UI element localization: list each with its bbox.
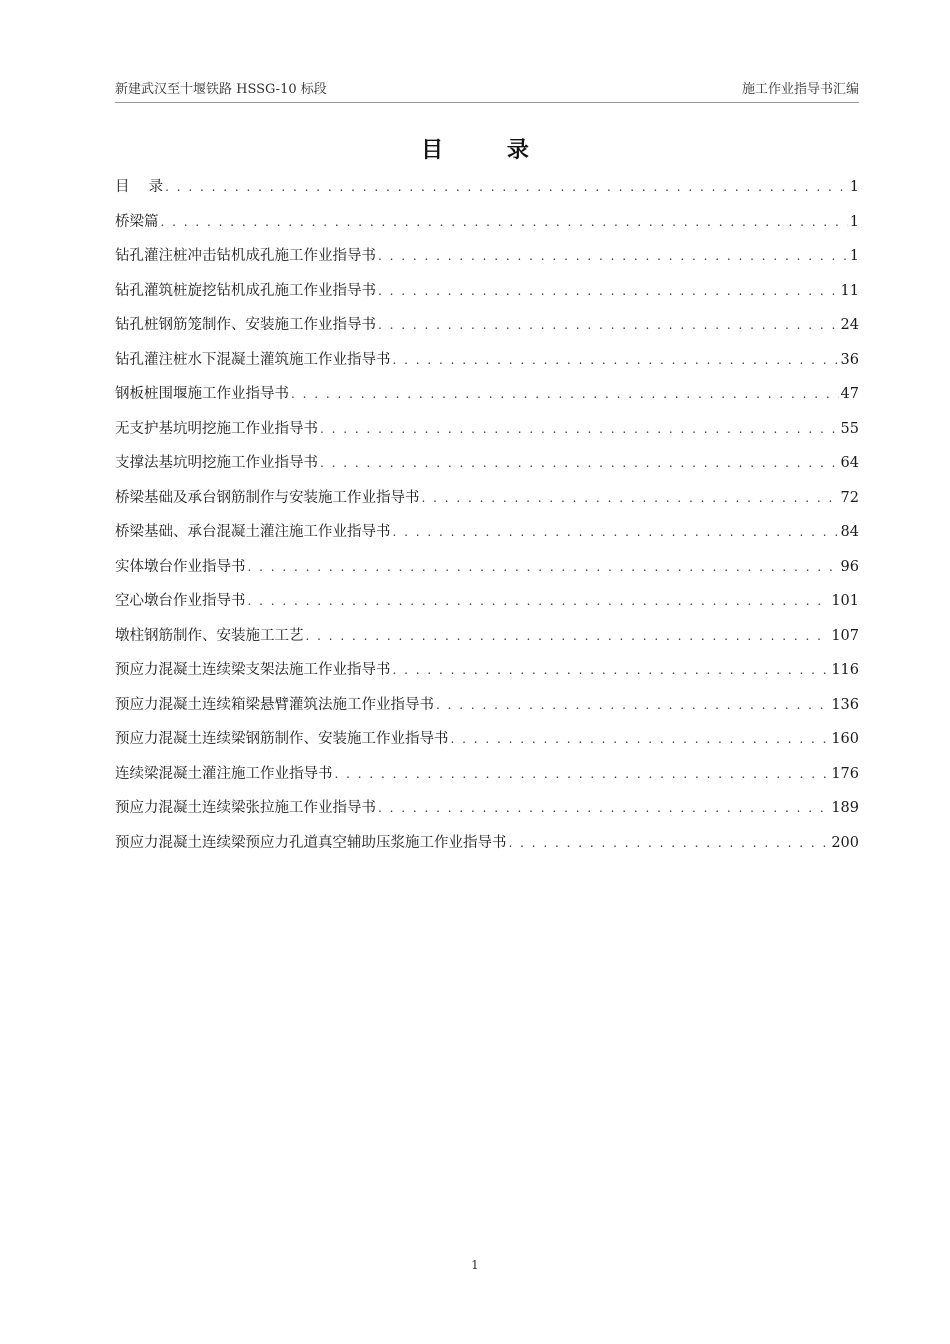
page-number: 1 [471, 1258, 479, 1272]
toc-entry-page-number: 1 [849, 213, 859, 230]
toc-dot-leader [422, 487, 839, 509]
toc-entry-page-number: 1 [849, 179, 859, 195]
toc-entry-page-number: 160 [831, 731, 859, 747]
toc-entry-page-number: 189 [831, 800, 859, 816]
toc-entry-title: 连续梁混凝土灌注施工作业指导书 [115, 765, 333, 782]
toc-entry-page-number: 72 [840, 489, 859, 506]
toc-dot-leader [165, 176, 848, 198]
toc-entry[interactable] [115, 280, 859, 315]
toc-entry[interactable] [115, 797, 859, 832]
toc-entry-title: 钻孔灌筑桩旋挖钻机成孔施工作业指导书 [115, 282, 376, 299]
toc-dot-leader [393, 521, 839, 543]
toc-entry-page-number: 55 [840, 420, 859, 437]
toc-dot-leader [248, 590, 830, 612]
toc-entry[interactable] [115, 659, 859, 694]
toc-dot-leader [393, 349, 839, 371]
toc-entry-title: 支撑法基坑明挖施工作业指导书 [115, 455, 318, 471]
toc-title: 目 录 [421, 138, 557, 163]
toc-entry[interactable] [115, 763, 859, 798]
toc-entry-title: 预应力混凝土连续梁钢筋制作、安装施工作业指导书 [115, 731, 449, 747]
toc-dot-leader [320, 418, 839, 440]
toc-entry-title: 实体墩台作业指导书 [115, 558, 246, 575]
toc-dot-leader [378, 245, 848, 267]
toc-dot-leader [509, 832, 830, 854]
toc-entry-page-number: 47 [840, 386, 859, 402]
toc-entry[interactable] [115, 245, 859, 280]
toc-entry-page-number: 96 [840, 558, 859, 575]
toc-entry-page-number: 36 [840, 351, 859, 368]
toc-entry[interactable] [115, 452, 859, 487]
toc-dot-leader [161, 211, 848, 233]
toc-entry[interactable] [115, 211, 859, 246]
toc-entry-page-number: 11 [840, 282, 859, 299]
toc-entry-title: 预应力混凝土连续梁预应力孔道真空辅助压浆施工作业指导书 [115, 834, 507, 851]
toc-entry-page-number: 84 [840, 524, 859, 540]
toc-dot-leader [291, 383, 839, 405]
toc-entry[interactable] [115, 728, 859, 763]
toc-entry-title: 钻孔灌注桩冲击钻机成孔施工作业指导书 [115, 248, 376, 264]
toc-entry-title: 预应力混凝土连续梁张拉施工作业指导书 [115, 800, 376, 816]
toc-entry[interactable] [115, 694, 859, 729]
toc-entry[interactable] [115, 349, 859, 384]
toc-dot-leader [436, 694, 829, 716]
toc-entry[interactable] [115, 590, 859, 625]
toc-entry-page-number: 64 [840, 455, 859, 471]
toc-entry[interactable] [115, 487, 859, 522]
page-header [115, 80, 859, 103]
toc-dot-leader [306, 625, 830, 647]
toc-entry[interactable] [115, 521, 859, 556]
toc-dot-leader [378, 797, 829, 819]
toc-entry-page-number: 136 [831, 696, 859, 713]
toc-dot-leader [320, 452, 839, 474]
header-document-title: 施工作业指导书汇编 [741, 82, 859, 97]
toc-entry-page-number: 107 [831, 627, 859, 644]
toc-entry-title: 预应力混凝土连续梁支架法施工作业指导书 [115, 662, 391, 678]
toc-entry-title: 空心墩台作业指导书 [115, 593, 246, 609]
toc-list [115, 176, 859, 866]
toc-dot-leader [378, 280, 839, 302]
toc-entry-title: 钢板桩围堰施工作业指导书 [115, 386, 289, 402]
toc-entry-page-number: 1 [849, 248, 859, 264]
toc-entry-title: 预应力混凝土连续箱梁悬臂灌筑法施工作业指导书 [115, 696, 434, 713]
header-project-name: 新建武汉至十堰铁路 HSSG-10 标段 [115, 82, 327, 97]
toc-entry[interactable] [115, 556, 859, 591]
toc-entry-page-number: 176 [831, 765, 859, 782]
toc-entry-title: 钻孔桩钢筋笼制作、安装施工作业指导书 [115, 317, 376, 333]
toc-entry-page-number: 101 [831, 593, 859, 609]
toc-entry[interactable] [115, 418, 859, 453]
toc-dot-leader [378, 314, 839, 336]
toc-entry[interactable] [115, 625, 859, 660]
toc-entry-page-number: 200 [831, 834, 859, 851]
toc-entry-title: 墩柱钢筋制作、安装施工工艺 [115, 627, 304, 644]
toc-entry-title: 桥梁篇 [115, 213, 159, 230]
toc-dot-leader [335, 763, 830, 785]
toc-entry[interactable] [115, 314, 859, 349]
toc-entry-page-number: 116 [831, 662, 859, 678]
toc-entry-title: 桥梁基础及承台钢筋制作与安装施工作业指导书 [115, 489, 420, 506]
toc-entry[interactable] [115, 832, 859, 867]
toc-dot-leader [393, 659, 830, 681]
toc-entry[interactable] [115, 383, 859, 418]
toc-entry[interactable] [115, 176, 859, 211]
toc-entry-title: 无支护基坑明挖施工作业指导书 [115, 420, 318, 437]
toc-dot-leader [451, 728, 830, 750]
toc-dot-leader [248, 556, 839, 578]
toc-entry-title: 桥梁基础、承台混凝土灌注施工作业指导书 [115, 524, 391, 540]
toc-entry-title: 目 录 [115, 179, 164, 195]
toc-entry-title: 钻孔灌注桩水下混凝土灌筑施工作业指导书 [115, 351, 391, 368]
toc-entry-page-number: 24 [840, 317, 859, 333]
